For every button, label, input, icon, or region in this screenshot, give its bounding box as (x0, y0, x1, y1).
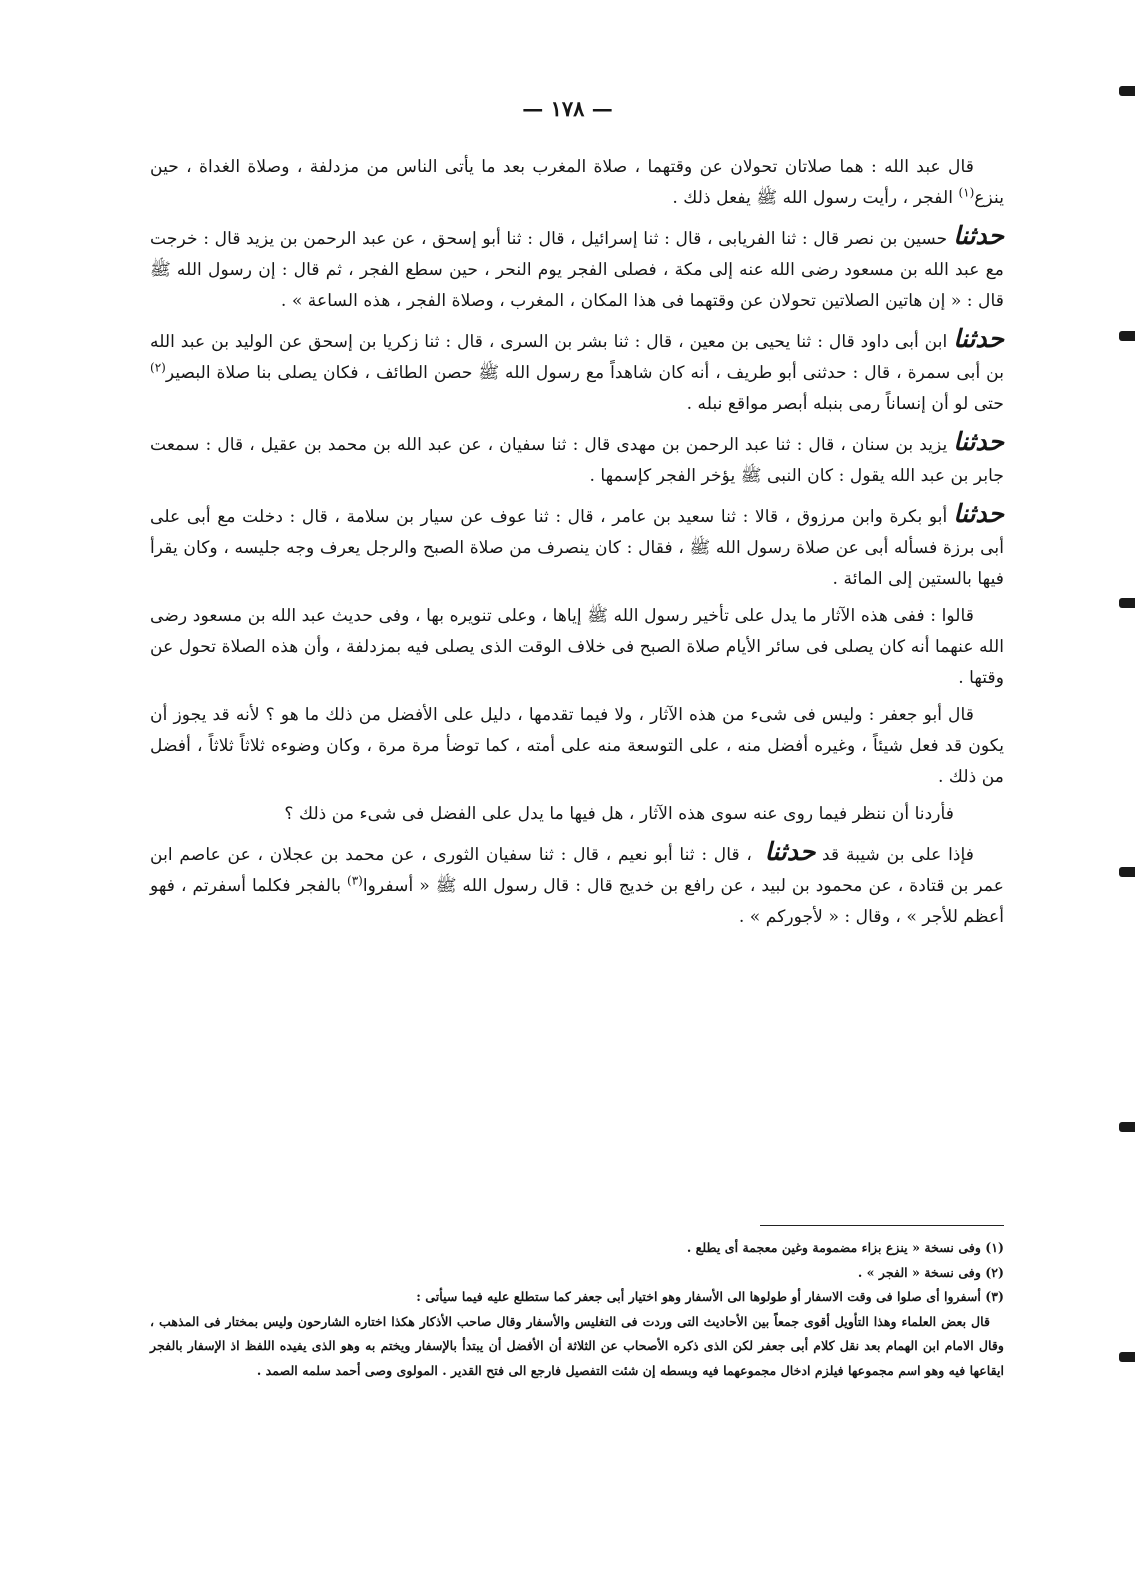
paragraph-2 (150, 220, 1004, 317)
paragraph-1-text: قال عبد الله : هما صلاتان تحولان عن وقتهما ، صلاة المغرب بعد ما يأتى الناس من مزدلفة ، وصلاة الغداة ، حين ينزع (150, 157, 1004, 208)
paragraph-8: فأردنا أن ننظر فيما روى عنه سوى هذه الآثار ، هل فيها ما يدل على الفضل فى شىء من ذلك ؟ (284, 804, 954, 824)
paragraph-9-text-end: بالفجر فكلما أسفرتم ، فهو أعظم للأجر » ، وقال : « لأجوركم » . (150, 876, 1004, 927)
paragraph-5 (150, 498, 1004, 595)
scan-edge-mark (1119, 867, 1135, 877)
paragraph-1-text-cont: الفجر ، رأيت رسول الله ﷺ يفعل ذلك . (672, 188, 959, 208)
main-text (150, 152, 1004, 939)
paragraph-9-text-cont: ، قال : ثنا أبو نعيم ، قال : ثنا سفيان الثورى ، عن محمد بن عجلان ، عن عاصم ابن عمر بن قتادة ، عن محمود بن لبيد ، عن رافع بن خديج قال : قال رسول الله ﷺ « أسفروا (150, 845, 1004, 896)
footnote-3-commentary: قال بعض العلماء وهذا التأويل أقوى جمعاً بين الأحاديث التى وردت فى التغليس والأسفار وقال صاحب الأذكار هكذا اختاره الشارحون وليس بمختار فى المذهب ، وقال الامام ابن الهمام بعد نقل كلام أبى جعفر لكن الذى ذكره الأصحاب عن الثلاثة أن الأفضل أن يبتدأ بالإسفار ويختم به وهو الذى يفيده اللفظ اذ الإسفار بالفجر ايقاعها فيه وهو اسم مجموعها فيلزم ادخال مجموعهما فيه وبسطه إن شئت التفصيل فارجع الى فتح القدير . المولوى وصى أحمد سلمه الصمد . (150, 1313, 1004, 1378)
paragraph-3-text: ابن أبى داود قال : ثنا يحيى بن معين ، قال : ثنا بشر بن السرى ، قال : ثنا زكريا بن إسحق عن الوليد بن عبد الله بن أبى سمرة ، قال : حدثنى أبو طريف ، أنه كان شاهداً مع رسول الله ﷺ حصن الطائف ، فكان يصلى بنا صلاة البصير (150, 332, 1004, 383)
scan-edge-mark (1119, 331, 1135, 341)
footnote-ref-3[interactable]: (٣) (347, 873, 363, 888)
footnote-divider (760, 1225, 1004, 1226)
hadith-lead-word: حدثنا (953, 324, 1004, 353)
footnotes (150, 1236, 1004, 1383)
scan-edge-mark (1119, 86, 1135, 96)
paragraph-5-text: أبو بكرة وابن مرزوق ، قالا : ثنا سعيد بن عامر ، قال : ثنا عوف عن سيار بن سلامة ، قال : دخلت مع أبى على أبى برزة فسأله أبى عن صلاة رسول الله ﷺ ، فقال : كان ينصرف من صلاة الصبح والرجل يعرف وجه جليسه ، وكان يقرأ فيها بالستين إلى المائة . (150, 507, 1004, 589)
hadith-lead-word: حدثنا (953, 499, 1004, 528)
hadith-lead-word: حدثنا (953, 427, 1004, 456)
paragraph-3-text-cont: حتى لو أن إنساناً رمى بنبله أبصر مواقع نبله . (686, 394, 1004, 414)
paragraph-2-text: حسين بن نصر قال : ثنا الفريابى ، قال : ثنا إسرائيل ، قال : ثنا أبو إسحق ، عن عبد الرحمن بن يزيد قال : خرجت مع عبد الله بن مسعود رضى الله عنه إلى مكة ، فصلى الفجر يوم النحر ، حين سطع الفجر ، ثم قال : إن رسول الله ﷺ قال : « إن هاتين الصلاتين تحولان عن وقتهما فى هذا المكان ، المغرب ، وصلاة الفجر ، هذه الساعة » . (150, 229, 1004, 311)
paragraph-7: قال أبو جعفر : وليس فى شىء من هذه الآثار ، ولا فيما تقدمها ، دليل على الأفضل من ذلك ما هو ؟ لأنه قد يجوز أن يكون قد فعل شيئاً ، وغيره أفضل منه ، على التوسعة منه على أمته ، كما توضأ مرة مرة ، وكان وضوءه ثلاثاً ثلاثاً ، أفضل من ذلك . (150, 705, 1004, 787)
page-number: — ١٧٨ — (522, 96, 613, 121)
hadith-lead-word: حدثنا (953, 221, 1004, 250)
footnote-ref-2[interactable]: (٢) (150, 360, 166, 375)
footnote-2: (٢) وفى نسخة « الفجر » . (857, 1264, 1004, 1280)
paragraph-9-text: فإذا على بن شيبة قد (822, 845, 974, 865)
scan-edge-mark (1119, 1122, 1135, 1132)
paragraph-1 (150, 152, 1004, 214)
paragraph-9 (150, 836, 1004, 933)
scan-edge-mark (1119, 1352, 1135, 1362)
paragraph-4-text: يزيد بن سنان ، قال : ثنا عبد الرحمن بن مهدى قال : ثنا سفيان ، عن عبد الله بن محمد بن عقيل ، قال : سمعت جابر بن عبد الله يقول : كان النبى ﷺ يؤخر الفجر كإسمها . (150, 435, 1004, 486)
hadith-lead-word: حدثنا (764, 837, 816, 866)
scan-edge-mark (1119, 598, 1135, 608)
paragraph-3 (150, 323, 1004, 420)
footnote-1: (١) وفى نسخة « ينزع بزاء مضمومة وغين معجمة أى يطلع . (686, 1240, 1004, 1255)
paragraph-6: قالوا : ففى هذه الآثار ما يدل على تأخير رسول الله ﷺ إياها ، وعلى تنويره بها ، وفى حديث عبد الله بن مسعود رضى الله عنهما أنه كان يصلى فى سائر الأيام صلاة الصبح فى خلاف الوقت الذى يصلى فيه بمزدلفة ، وأن هذه الصلاة تحول عن وقتها . (150, 606, 1004, 688)
paragraph-4 (150, 426, 1004, 492)
footnote-3: (٣) أسفروا أى صلوا فى وقت الاسفار أو طولوها الى الأسفار وهو اختيار أبى جعفر كما ستطلع عليه فيما سيأتى : (416, 1289, 1004, 1304)
footnote-ref-1[interactable]: (١) (958, 185, 975, 200)
